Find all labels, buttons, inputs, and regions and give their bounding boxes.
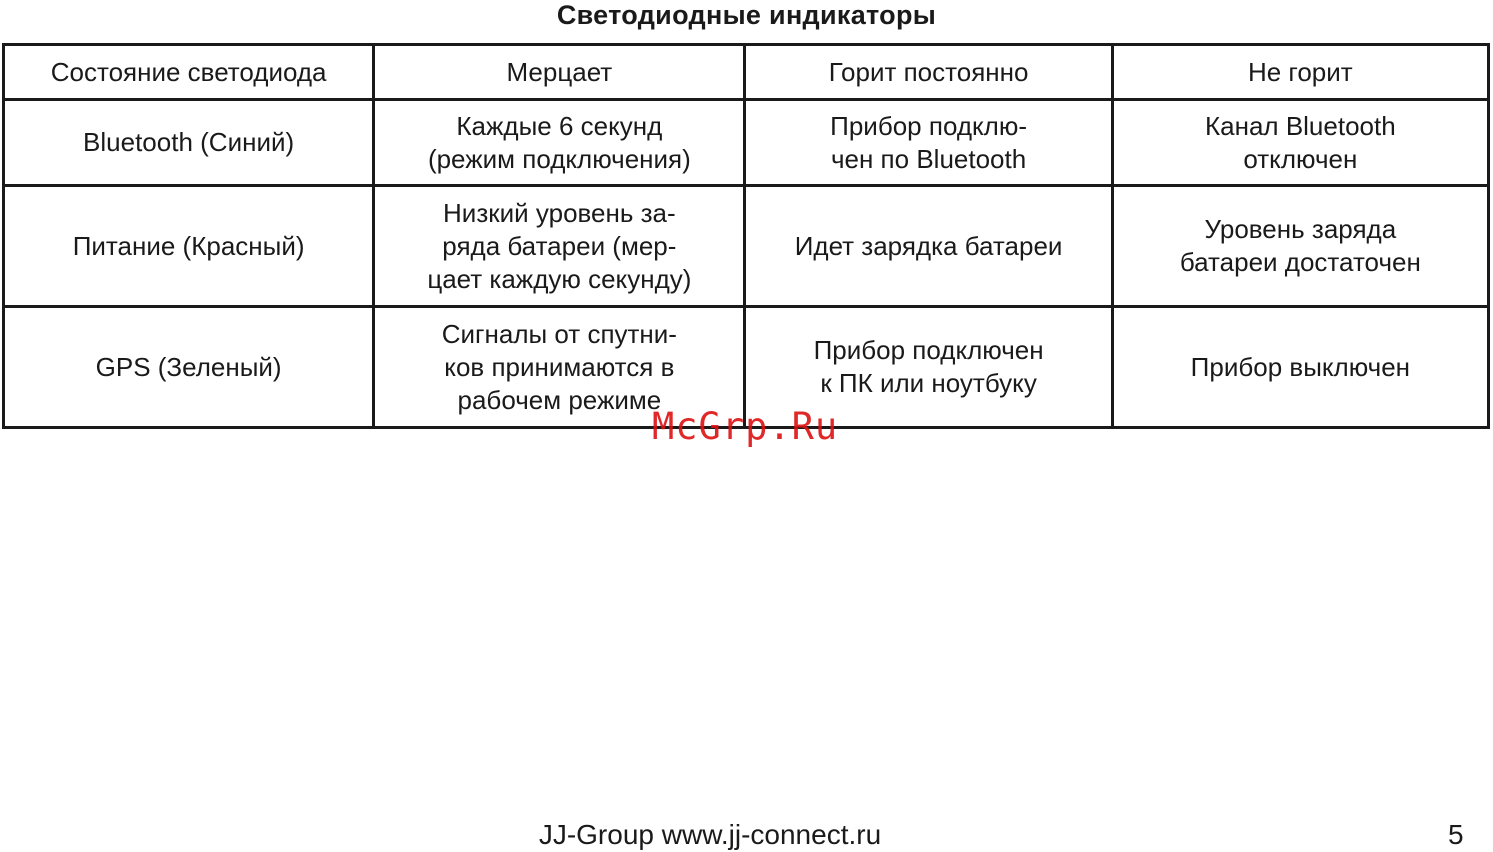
page-number: 5: [1448, 819, 1464, 850]
page-title: Светодиодные индикаторы: [556, 0, 937, 30]
off-cell: Прибор выключен: [1112, 307, 1488, 428]
blinking-cell: Низкий уровень за- ряда батареи (мер- цает каждую секунду): [374, 186, 745, 307]
footer-text: JJ-Group www.jj-connect.ru: [538, 819, 882, 850]
steady-cell: Прибор подключен к ПК или ноутбуку: [745, 307, 1112, 428]
led-name-cell: Bluetooth (Синий): [4, 100, 374, 186]
off-cell: Канал Bluetooth отключен: [1112, 100, 1488, 186]
watermark: McGrp.Ru: [652, 405, 839, 448]
blinking-cell: Сигналы от спутни- ков принимаются в рабочем режиме: [374, 307, 745, 428]
steady-cell: Идет зарядка батареи: [745, 186, 1112, 307]
header-cell-led-state: Состояние светодиода: [4, 45, 374, 100]
header-cell-blinking: Мерцает: [374, 45, 745, 100]
table-header-row: [4, 45, 1489, 100]
table-row: [4, 100, 1489, 186]
blinking-cell: Каждые 6 секунд (режим подключения): [374, 100, 745, 186]
header-cell-off: Не горит: [1112, 45, 1488, 100]
led-indicator-table: [2, 43, 1490, 429]
led-name-cell: GPS (Зеленый): [4, 307, 374, 428]
header-cell-steady: Горит постоянно: [745, 45, 1112, 100]
table-row: [4, 186, 1489, 307]
off-cell: Уровень заряда батареи достаточен: [1112, 186, 1488, 307]
led-name-cell: Питание (Красный): [4, 186, 374, 307]
steady-cell: Прибор подклю- чен по Bluetooth: [745, 100, 1112, 186]
